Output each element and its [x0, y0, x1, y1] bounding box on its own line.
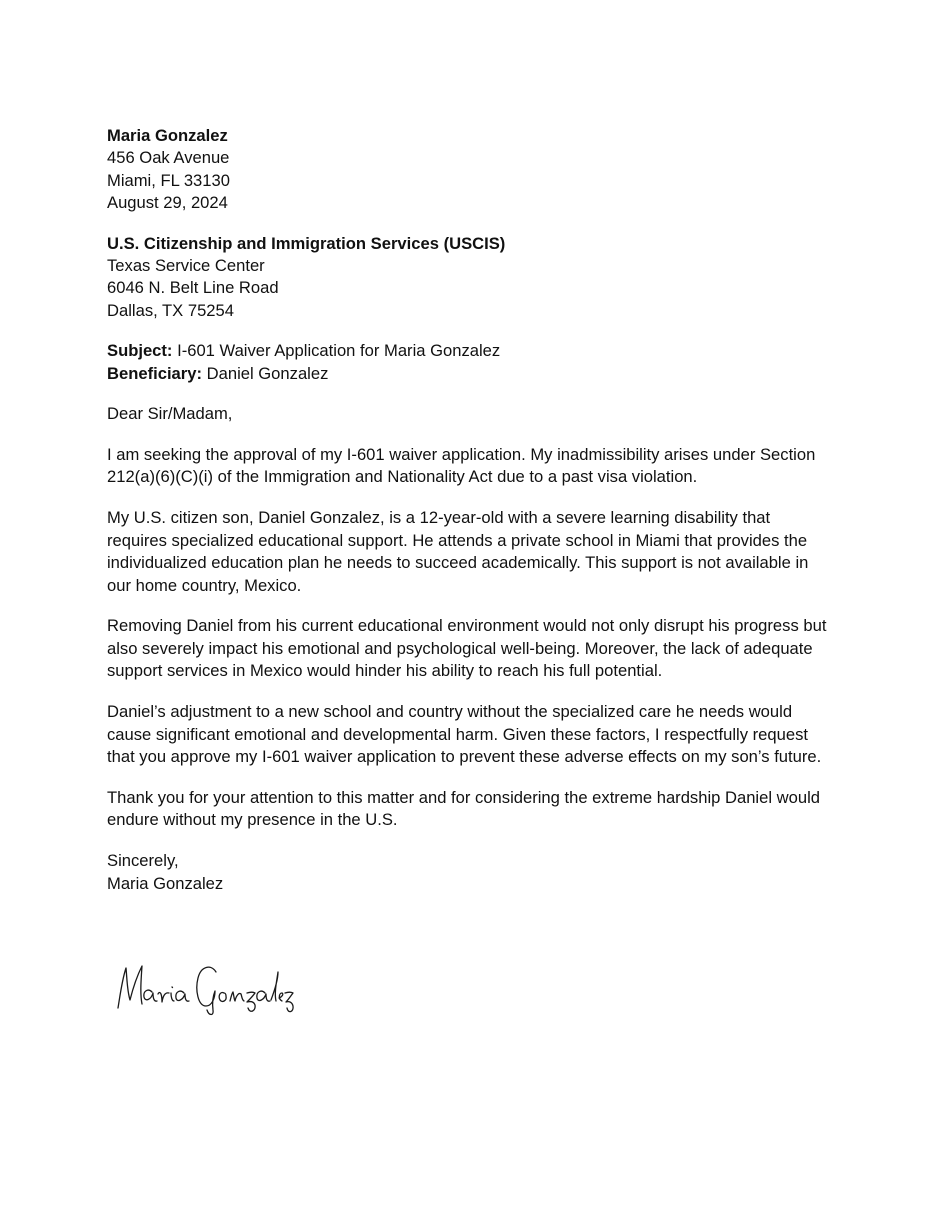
sender-street: 456 Oak Avenue	[107, 148, 230, 168]
beneficiary-label: Beneficiary:	[107, 363, 202, 383]
sender-block	[107, 125, 832, 215]
subject-line	[107, 340, 832, 362]
body-paragraph: Removing Daniel from his current educational environment would not only disrupt his progress but also severely impact his emotional and psychological well-being. Moreover, the lack of adequate support services in Mexico would hinder his ability to reach his full potential.	[107, 616, 827, 681]
body-paragraph: Thank you for your attention to this matter and for considering the extreme hardship Daniel would endure without my presence in the U.S.	[107, 787, 820, 830]
sender-name: Maria Gonzalez	[107, 126, 228, 145]
valediction: Sincerely,	[107, 851, 179, 871]
subject-block	[107, 340, 832, 385]
body-paragraph: I am seeking the approval of my I-601 waiver application. My inadmissibility arises under Section 212(a)(6)(C)(i) of the Immigration and Nationality Act due to a past visa violation.	[107, 444, 816, 487]
recipient-org: U.S. Citizenship and Immigration Services (USCIS)	[107, 233, 506, 253]
recipient-city: Dallas, TX 75254	[107, 300, 234, 320]
recipient-street: 6046 N. Belt Line Road	[107, 278, 279, 298]
recipient-block	[107, 233, 832, 323]
body-paragraph: My U.S. citizen son, Daniel Gonzalez, is a 12-year-old with a severe learning disability that requires specialized educational support. He attends a private school in Miami that provides the individualized education plan he needs to succeed academically. This support is not available in our home country, Mexico.	[107, 508, 809, 595]
letter-date: August 29, 2024	[107, 193, 228, 213]
sender-city: Miami, FL 33130	[107, 170, 230, 190]
subject-value: I-601 Waiver Application for Maria Gonzalez	[177, 341, 501, 361]
closing-name: Maria Gonzalez	[107, 873, 224, 893]
body-paragraph: Daniel’s adjustment to a new school and country without the specialized care he needs would cause significant emotional and developmental harm. Given these factors, I respectfully request that you approve my I-601 waiver application to prevent these adverse effects on my son’s future.	[107, 702, 822, 766]
beneficiary-line	[107, 363, 832, 385]
letter	[107, 125, 832, 895]
recipient-office: Texas Service Center	[107, 256, 265, 276]
beneficiary-value: Daniel Gonzalez	[206, 363, 329, 383]
closing-block	[107, 850, 832, 895]
salutation: Dear Sir/Madam,	[107, 404, 233, 424]
subject-label: Subject:	[107, 341, 173, 361]
handwritten-signature	[112, 958, 297, 1018]
